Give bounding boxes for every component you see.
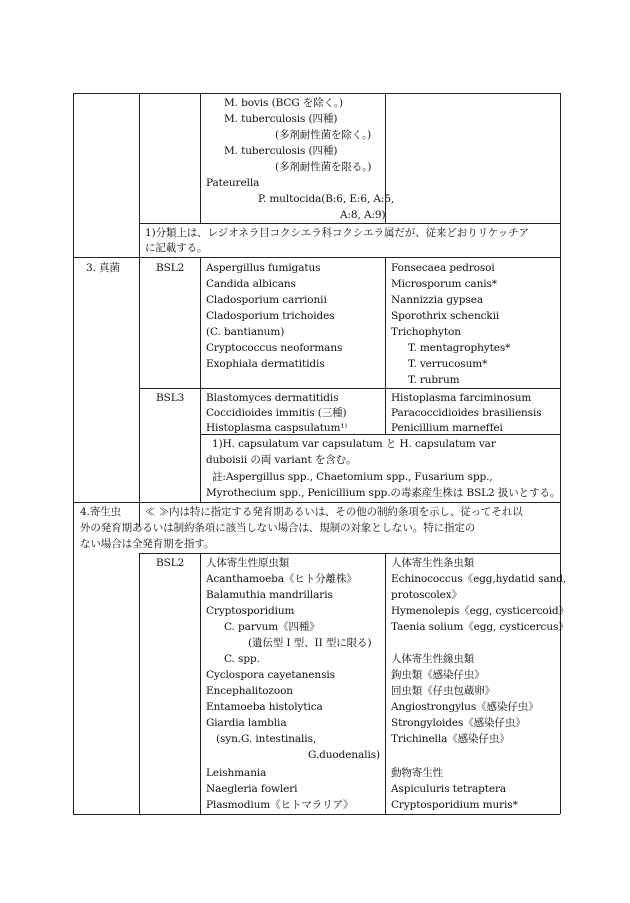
column-divider-2b xyxy=(200,257,201,502)
parasites-intro: 外の発育期あるいは制約条項に該当しない場合は、規制の対象としない。特に指定の xyxy=(80,522,476,534)
parasite-item: Hymenolepis《egg, cysticercoid》 xyxy=(391,605,569,617)
row-rule-fungi-top xyxy=(73,257,560,258)
row-rule-bsl3-top xyxy=(139,388,560,389)
parasite-item: protoscolex》 xyxy=(391,589,462,601)
column-divider-2a xyxy=(200,93,201,223)
parasite-heading: 人体寄生性条虫類 xyxy=(391,557,475,569)
bacteria-item: M. tuberculosis (四種) xyxy=(224,113,338,125)
fungi-item: T. rubrum xyxy=(408,374,460,386)
bacteria-item: A:8, A:9) xyxy=(340,209,386,221)
fungi-item: Penicillium marneffei xyxy=(391,422,503,434)
row-rule-parasite-top xyxy=(73,502,560,503)
table-border-top xyxy=(73,93,560,94)
fungi-item: Exophiala dermatitidis xyxy=(206,358,325,370)
row-rule-parasite-bsl2 xyxy=(139,553,560,554)
column-divider-1 xyxy=(139,93,140,527)
parasite-item: Aspiculuris tetraptera xyxy=(391,783,507,795)
column-divider-3c xyxy=(385,388,386,434)
parasites-intro: ない場合は全発育期を指す。 xyxy=(80,538,215,550)
column-divider-2c xyxy=(200,553,201,814)
parasite-item: Balamuthia mandrillaris xyxy=(206,589,333,601)
category-label-fungi: 3. 真菌 xyxy=(86,262,120,274)
fungi-item: T. mentagrophytes* xyxy=(408,342,511,354)
parasite-heading: 人体寄生性線虫類 xyxy=(391,653,475,665)
fungi-item: Aspergillus fumigatus xyxy=(206,262,321,274)
parasite-item: 回虫類《仔虫包蔵卵》 xyxy=(391,685,495,697)
parasite-item: G.duodenalis) xyxy=(308,749,381,761)
fungi-item: Nannizzia gypsea xyxy=(391,294,483,306)
fungi-item: Cladosporium trichoides xyxy=(206,310,335,322)
category-label-parasites: 4.寄生虫 xyxy=(80,506,122,518)
row-rule-note-top xyxy=(139,223,560,224)
fungi-item: Fonsecaea pedrosoi xyxy=(391,262,495,274)
bacteria-note: 1)分類上は、レジオネラ目コクシエラ科コクシエラ属だが、従来どおりリケッチア xyxy=(145,227,529,239)
parasite-item: (遺伝型 I 型、II 型に限る) xyxy=(248,637,372,649)
parasite-heading: 人体寄生性原虫類 xyxy=(206,557,290,569)
bsl-level: BSL2 xyxy=(156,262,185,274)
table-border-left xyxy=(73,93,74,814)
parasite-item: C. parvum《四種》 xyxy=(224,621,320,633)
fungi-item: Candida albicans xyxy=(206,278,296,290)
fungi-note: 1)H. capsulatum var capsulatum と H. capsulatum var xyxy=(212,438,496,450)
bacteria-item: P. multocida(B:6, E:6, A:5, xyxy=(258,193,395,205)
parasite-item: Encephalitozoon xyxy=(206,685,293,697)
parasite-item: C. spp. xyxy=(224,653,260,665)
parasite-item: Leishmania xyxy=(206,767,267,779)
fungi-item: Cladosporium carrionii xyxy=(206,294,327,306)
fungi-note: Myrothecium spp., Penicillium spp.の毒素産生株は BSL2 扱いとする。 xyxy=(206,487,561,499)
fungi-item: Microsporum canis* xyxy=(391,278,497,290)
parasite-item: (syn.G. intestinalis, xyxy=(216,733,317,745)
fungi-note: 註:Aspergillus spp., Chaetomium spp., Fusarium spp., xyxy=(212,471,493,483)
bacteria-item: (多剤耐性菌を限る。) xyxy=(275,161,372,173)
fungi-item: Blastomyces dermatitidis xyxy=(206,392,339,404)
table-border-right xyxy=(560,93,561,814)
parasites-intro: ≪ ≫内は特に指定する発育期あるいは、その他の制約条項を示し、従ってそれ以 xyxy=(145,506,523,518)
parasite-item: Trichinella《感染仔虫》 xyxy=(391,733,510,745)
bacteria-item: (多剤耐性菌を除く。) xyxy=(275,129,372,141)
bacteria-item: M. bovis (BCG を除く。) xyxy=(224,97,343,109)
fungi-item: T. verrucosum* xyxy=(408,358,488,370)
parasite-item: Angiostrongylus《感染仔虫》 xyxy=(391,701,539,713)
column-divider-3d xyxy=(385,553,386,814)
fungi-item: Histoplasma caspsulatum¹⁾ xyxy=(206,422,347,434)
bacteria-item: Pateurella xyxy=(206,177,260,189)
parasite-item: Strongyloides《感染仔虫》 xyxy=(391,717,526,729)
fungi-item: Histoplasma farciminosum xyxy=(391,392,532,404)
parasite-item: Giardia lamblia xyxy=(206,717,287,729)
parasite-item: Echinococcus《egg,hydatid sand, xyxy=(391,573,567,585)
fungi-note: duboisii の両 variant を含む。 xyxy=(206,454,357,466)
parasite-item: Cryptosporidium xyxy=(206,605,295,617)
column-divider-1b xyxy=(139,553,140,814)
bacteria-item: M. tuberculosis (四種) xyxy=(224,145,338,157)
parasite-item: Naegleria fowleri xyxy=(206,783,298,795)
parasite-item: 鉤虫類《感染仔虫》 xyxy=(391,669,485,681)
fungi-item: Cryptococcus neoformans xyxy=(206,342,343,354)
parasite-item: Taenia solium《egg, cysticercus》 xyxy=(391,621,569,633)
fungi-item: Paracoccidioides brasiliensis xyxy=(391,407,542,419)
fungi-item: Coccidioides immitis (三種) xyxy=(206,407,347,419)
bsl-level: BSL3 xyxy=(156,392,185,404)
parasite-heading: 動物寄生性 xyxy=(391,767,443,779)
bsl-level: BSL2 xyxy=(156,557,185,569)
fungi-item: Sporothrix schenckii xyxy=(391,310,500,322)
parasite-item: Plasmodium《ヒトマラリア》 xyxy=(206,799,354,811)
bacteria-note: に記載する。 xyxy=(145,242,208,254)
parasite-item: Cryptosporidium muris* xyxy=(391,799,518,811)
column-divider-3b xyxy=(385,257,386,388)
parasite-item: Acanthamoeba《ヒト分離株》 xyxy=(206,573,357,585)
fungi-item: Trichophyton xyxy=(391,326,461,338)
table-border-bottom xyxy=(73,814,560,815)
parasite-item: Cyclospora cayetanensis xyxy=(206,669,335,681)
parasite-item: Entamoeba histolytica xyxy=(206,701,323,713)
fungi-item: (C. bantianum) xyxy=(206,326,285,338)
